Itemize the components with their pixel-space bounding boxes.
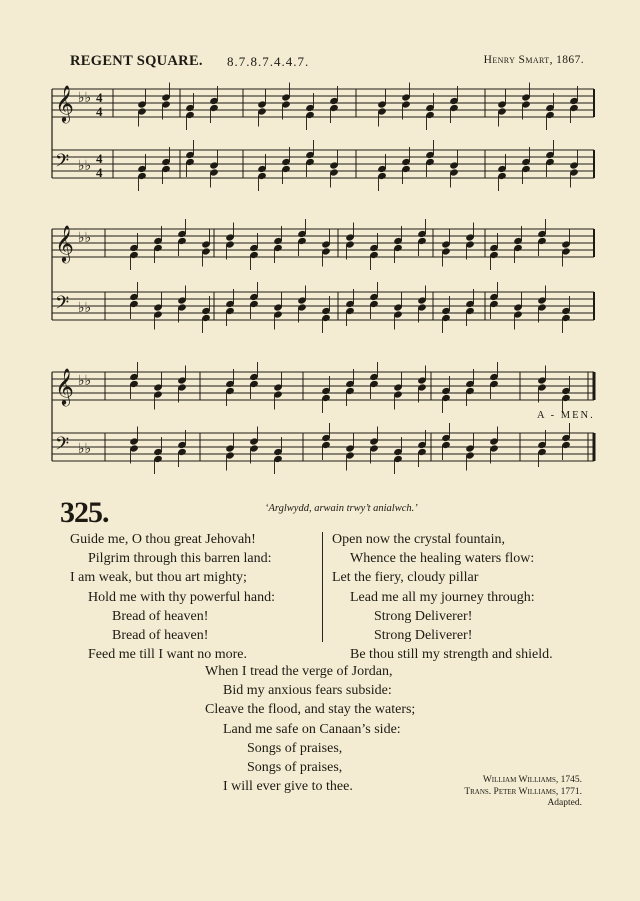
- key-signature-flat-icon: ♭♭: [78, 90, 92, 106]
- verse-line: Whence the healing waters flow:: [350, 551, 535, 567]
- verse-line: Cleave the flood, and stay the waters;: [205, 702, 416, 718]
- key-signature-flat-icon: ♭♭: [78, 230, 92, 246]
- verse-line: Bread of heaven!: [112, 608, 209, 624]
- verse-line: Guide me, O thou great Jehovah!: [70, 532, 256, 547]
- verse-line: Hold me with thy powerful hand:: [88, 589, 276, 605]
- verse-line: Songs of praises,: [247, 740, 343, 756]
- bass-clef-icon: 𝄢: [55, 293, 70, 318]
- time-signature-icon: 4: [96, 165, 103, 180]
- author-credit: William Williams, 1745.: [482, 775, 582, 785]
- bass-clef-icon: 𝄢: [55, 151, 70, 176]
- amen-label: A - MEN.: [537, 410, 595, 421]
- text-credits: [464, 775, 582, 810]
- tune-meter: 8.7.8.7.4.4.7.: [227, 54, 310, 69]
- composer-credit: Henry Smart, 1867.: [483, 54, 584, 66]
- verse-line: I will ever give to thee.: [223, 779, 353, 795]
- key-signature-flat-icon: ♭♭: [78, 158, 92, 174]
- time-signature-icon: 4: [96, 151, 103, 166]
- verse-line: Bread of heaven!: [112, 628, 209, 644]
- verse-line: Strong Deliverer!: [374, 608, 473, 624]
- verse-line: Pilgrim through this barren land:: [88, 551, 272, 567]
- time-signature-icon: 4: [96, 104, 103, 119]
- column-divider: [322, 532, 323, 642]
- verse-line: Lead me all my journey through:: [350, 589, 535, 605]
- key-signature-flat-icon: ♭♭: [78, 373, 92, 389]
- verse-3: [205, 662, 415, 796]
- verse-line: Bid my anxious fears subside:: [223, 683, 392, 699]
- verse-line: Feed me till I want no more.: [88, 647, 248, 663]
- adapted-note: Adapted.: [547, 798, 582, 808]
- verse-1: [70, 530, 275, 664]
- translator-credit: Trans. Peter Williams, 1771.: [464, 786, 582, 797]
- hymn-number: 325.: [60, 496, 109, 529]
- verse-line: Open now the crystal fountain,: [332, 532, 506, 547]
- verse-line: Be thou still my strength and shield.: [350, 647, 553, 663]
- welsh-first-line: ‘Arglwydd, arwain trwy’t anialwch.’: [265, 503, 418, 514]
- music-systems: [52, 83, 594, 475]
- key-signature-flat-icon: ♭♭: [78, 441, 92, 457]
- verse-line: Songs of praises,: [247, 760, 343, 776]
- verse-line: I am weak, but thou art mighty;: [70, 570, 247, 586]
- verse-line: Strong Deliverer!: [374, 628, 473, 644]
- verse-line: When I tread the verge of Jordan,: [205, 664, 393, 679]
- verse-line: Let the fiery, cloudy pillar: [332, 570, 479, 586]
- treble-clef-icon: 𝄞: [55, 224, 74, 262]
- treble-clef-icon: 𝄞: [55, 84, 74, 122]
- time-signature-icon: 4: [96, 90, 103, 105]
- key-signature-flat-icon: ♭♭: [78, 300, 92, 316]
- verse-line: Land me safe on Canaan’s side:: [223, 721, 401, 737]
- tune-name: REGENT SQUARE.: [70, 53, 203, 69]
- verse-2: [332, 530, 553, 664]
- treble-clef-icon: 𝄞: [55, 367, 74, 405]
- bass-clef-icon: 𝄢: [55, 434, 70, 459]
